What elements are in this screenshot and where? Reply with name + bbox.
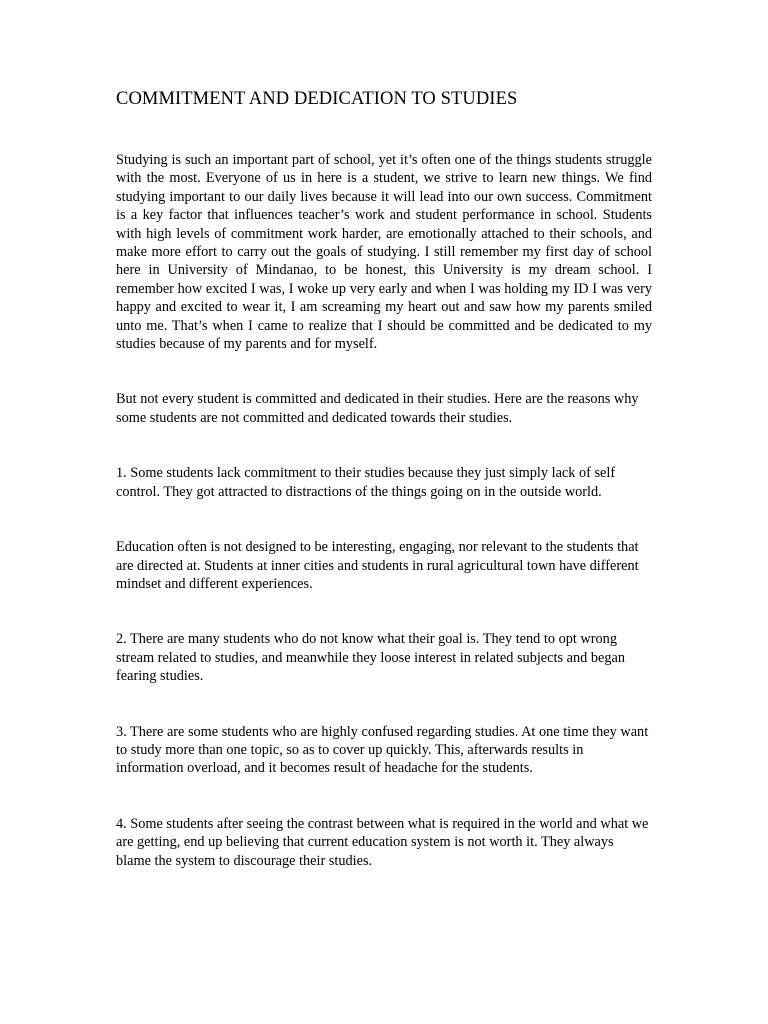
paragraph-intro: Studying is such an important part of school, yet it’s often one of the things students struggle with the most. Everyone of us in here is a student, we strive to learn new things. We find studying important to our daily lives because it will lead into our own success. Commitment is a key factor that influences teacher’s work and student performance in school. Students with high levels of commitment work harder, are emotionally attached to their schools, and make more effort to carry out the goals of studying. I still remember my first day of school here in University of Mindanao, to be honest, this University is my dream school. I remember how excited I was, I woke up very early and when I was holding my ID I was very happy and excited to wear it, I am screaming my heart out and saw how my parents smiled unto me. That’s when I came to realize that I should be committed and be dedicated to my studies because of my parents and for myself. bbox=[116, 152, 652, 353]
paragraph-reasons-intro: But not every student is committed and dedicated in their studies. Here are the reasons why some students are not committed and dedicated towards their studies. bbox=[116, 391, 639, 426]
document-title: COMMITMENT AND DEDICATION TO STUDIES bbox=[116, 89, 518, 109]
paragraph-reason-2: 2. There are many students who do not know what their goal is. They tend to opt wrong stream related to studies, and meanwhile they loose interest in related subjects and began fearing studies. bbox=[116, 631, 625, 685]
paragraph-reason-4: 4. Some students after seeing the contrast between what is required in the world and what we are getting, end up believing that current education system is not worth it. They always blame the system to discourage their studies. bbox=[116, 815, 649, 869]
paragraph-reason-1: 1. Some students lack commitment to their studies because they just simply lack of self control. They got attracted to distractions of the things going on in the outside world. bbox=[116, 465, 616, 500]
paragraph-education: Education often is not designed to be interesting, engaging, nor relevant to the students that are directed at. Students at inner cities and students in rural agricultural town have different mindset and different experiences. bbox=[116, 539, 639, 592]
paragraph-reason-3: 3. There are some students who are highly confused regarding studies. At one time they want to study more than one topic, so as to cover up quickly. This, afterwards results in information overload, and it becomes result of headache for the students. bbox=[116, 723, 649, 777]
